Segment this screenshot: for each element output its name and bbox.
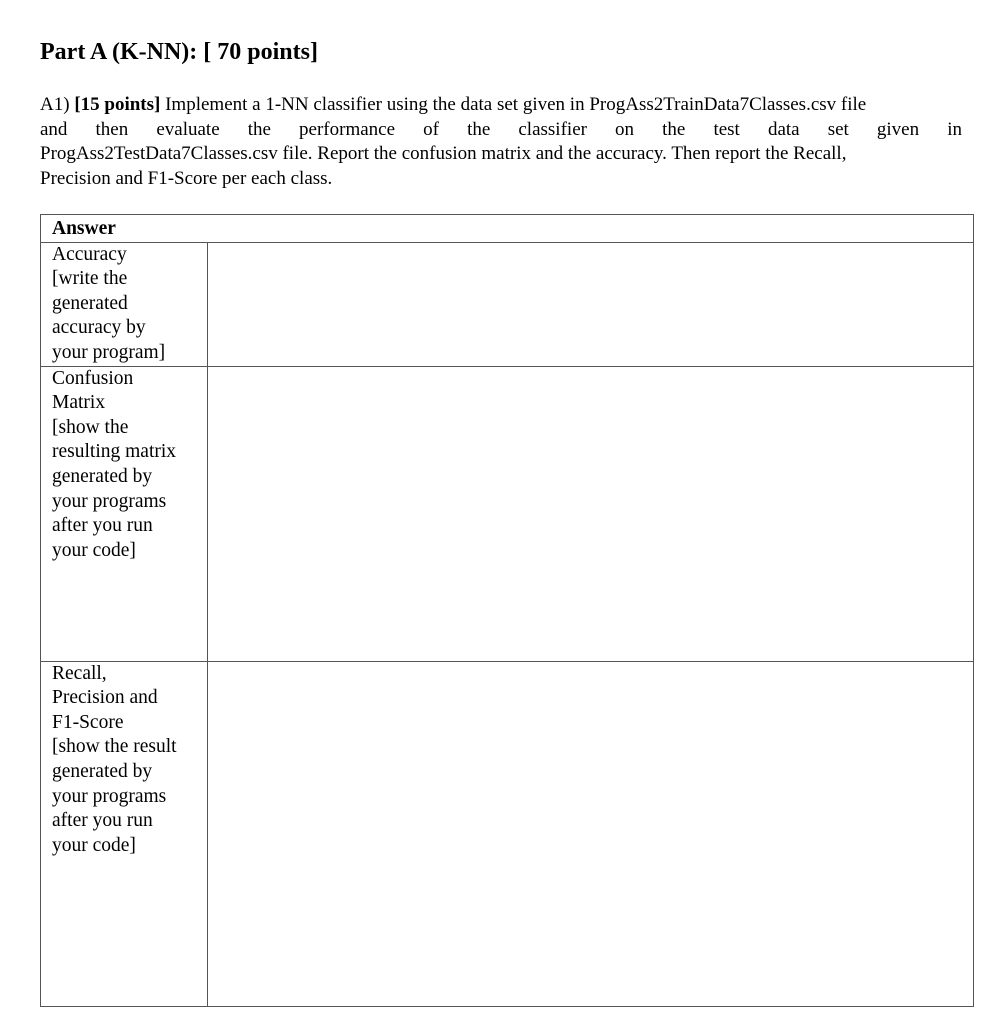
label-line: after you run bbox=[52, 515, 153, 537]
label-line: your code] bbox=[52, 539, 136, 561]
label-line: your programs bbox=[52, 785, 167, 807]
question-word: the bbox=[247, 118, 271, 140]
answer-header-row bbox=[41, 215, 974, 243]
recall-precision-f1-answer-cell[interactable] bbox=[208, 661, 974, 1006]
recall-precision-f1-row bbox=[41, 661, 974, 1006]
answer-table bbox=[40, 214, 974, 1007]
question-word: then bbox=[95, 118, 129, 140]
question-word: classifier bbox=[518, 118, 587, 140]
question-line-3: ProgAss2TestData7Classes.csv file. Report the confusion matrix and the accuracy. Then report the Recall, bbox=[40, 143, 847, 165]
label-line: your code] bbox=[52, 834, 136, 856]
confusion-matrix-label bbox=[41, 366, 208, 661]
accuracy-answer-cell[interactable] bbox=[208, 242, 974, 366]
question-line-1-text: Implement a 1-NN classifier using the data set given in ProgAss2TrainData7Classes.csv file bbox=[165, 94, 867, 115]
answer-header: Answer bbox=[41, 215, 974, 243]
label-line: generated bbox=[52, 292, 128, 314]
recall-precision-f1-label bbox=[41, 661, 208, 1006]
question-word: test bbox=[713, 118, 740, 140]
question-word: set bbox=[827, 118, 849, 140]
accuracy-row bbox=[41, 242, 974, 366]
question-number: A1) bbox=[40, 94, 70, 115]
part-heading: Part A (K-NN): [ 70 points] bbox=[40, 39, 318, 65]
label-line: Confusion bbox=[52, 367, 134, 389]
question-word: given bbox=[876, 118, 920, 140]
label-line: Matrix bbox=[52, 392, 106, 414]
label-line: Recall, bbox=[52, 662, 107, 684]
question-text bbox=[40, 93, 962, 191]
label-line: Accuracy bbox=[52, 243, 127, 265]
question-points: [15 points] bbox=[74, 94, 161, 115]
confusion-matrix-row bbox=[41, 366, 974, 661]
question-word: on bbox=[615, 118, 635, 140]
confusion-matrix-answer-cell[interactable] bbox=[208, 366, 974, 661]
question-word: the bbox=[467, 118, 491, 140]
label-line: your program] bbox=[52, 341, 166, 363]
question-line-2 bbox=[40, 118, 962, 143]
question-word: performance bbox=[299, 118, 396, 140]
label-line: generated by bbox=[52, 465, 153, 487]
label-line: Precision and bbox=[52, 687, 158, 709]
question-word: evaluate bbox=[156, 118, 220, 140]
label-line: your programs bbox=[52, 490, 167, 512]
question-word: and bbox=[40, 118, 68, 140]
question-line-4: Precision and F1-Score per each class. bbox=[40, 167, 333, 189]
label-line: accuracy by bbox=[52, 317, 146, 339]
label-line: after you run bbox=[52, 810, 153, 832]
question-word: in bbox=[947, 118, 962, 140]
label-line: [show the bbox=[52, 416, 129, 438]
label-line: generated by bbox=[52, 760, 153, 782]
question-line-1 bbox=[40, 93, 962, 118]
label-line: F1-Score bbox=[52, 711, 124, 733]
label-line: [show the result bbox=[52, 736, 177, 758]
question-word: the bbox=[662, 118, 686, 140]
question-word: of bbox=[423, 118, 439, 140]
label-line: [write the bbox=[52, 268, 128, 290]
label-line: resulting matrix bbox=[52, 441, 177, 463]
question-word: data bbox=[767, 118, 800, 140]
accuracy-label bbox=[41, 242, 208, 366]
